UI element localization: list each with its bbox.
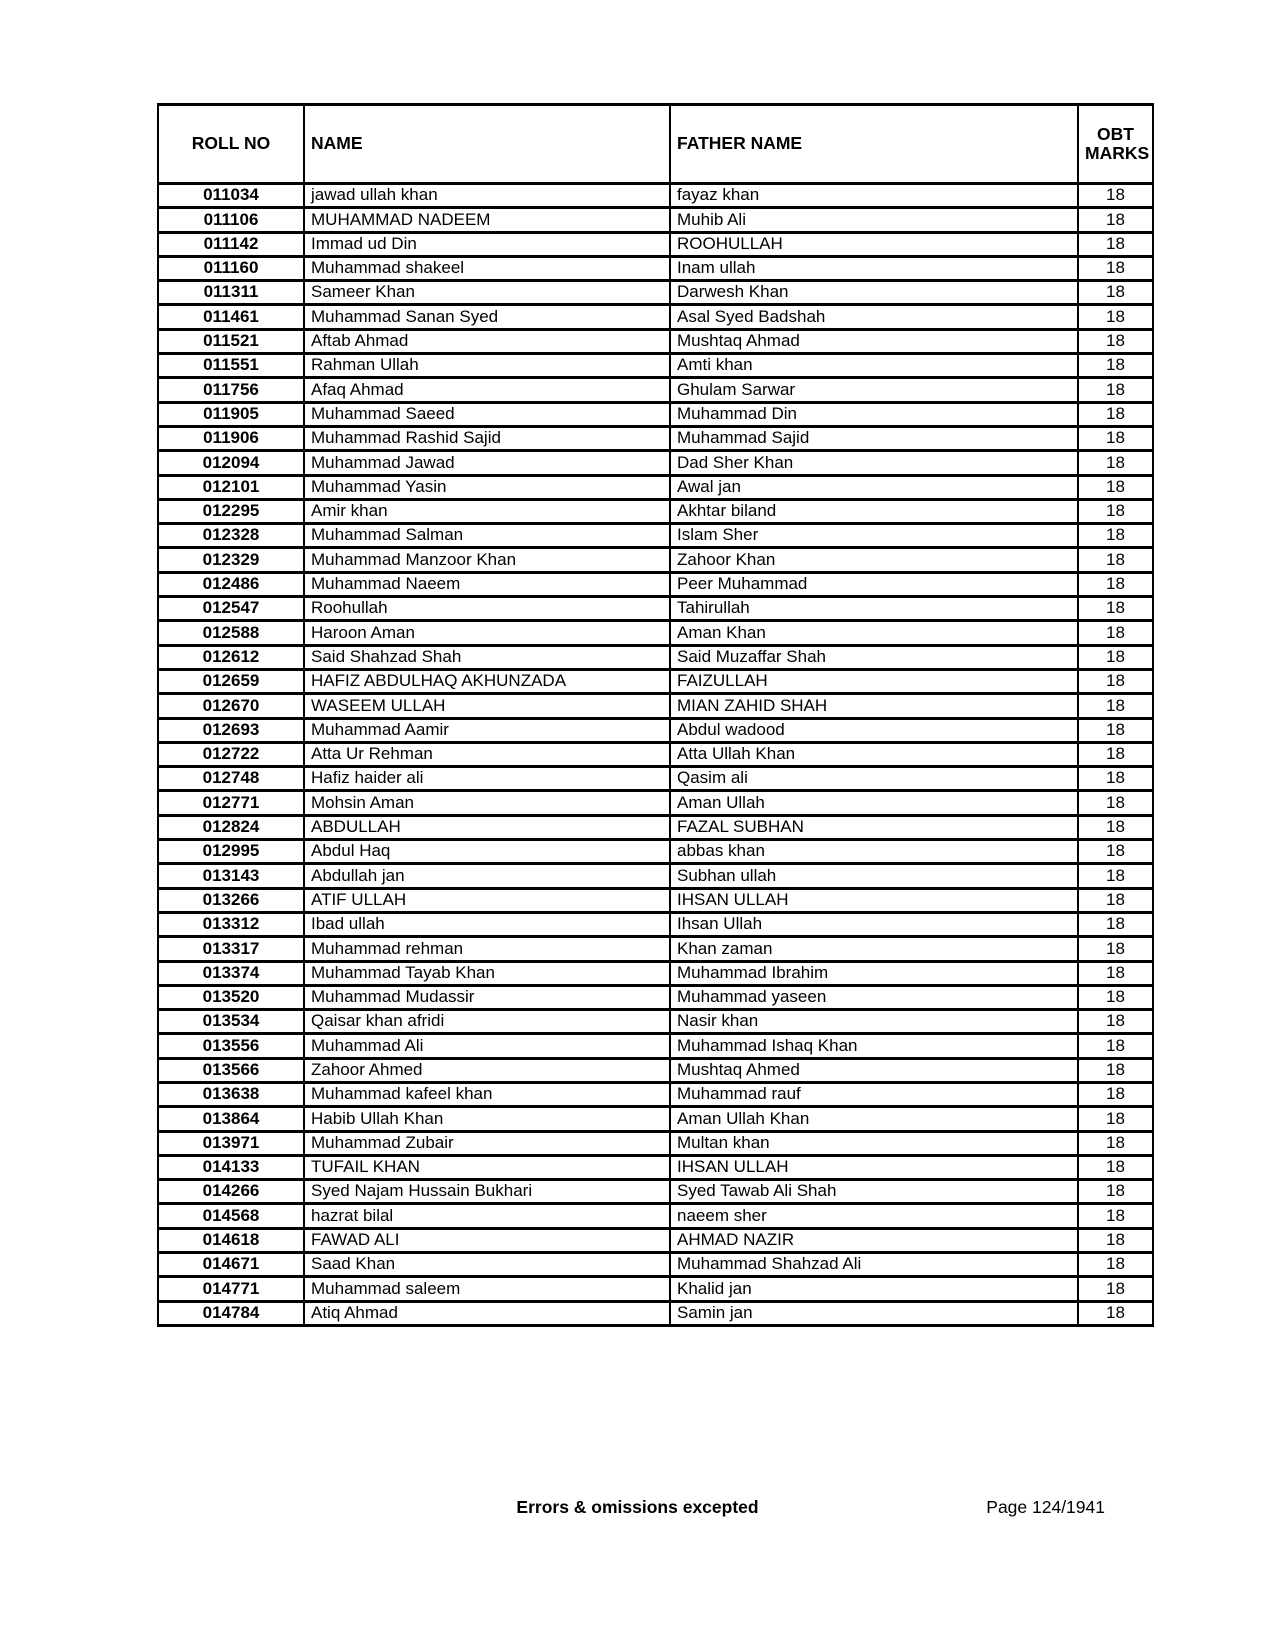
roll-no-cell: 012328 [158,524,304,548]
table-row [158,815,1153,839]
roll-no-cell: 012547 [158,597,304,621]
header-row [158,105,1153,184]
father-name-cell: Zahoor Khan [670,548,1078,572]
table-row [158,864,1153,888]
marks-cell: 18 [1078,597,1153,621]
father-name-cell: Aman Ullah [670,791,1078,815]
name-cell: Rahman Ullah [304,354,670,378]
name-cell: Qaisar khan afridi [304,1010,670,1034]
marks-cell: 18 [1078,669,1153,693]
name-cell: Sameer Khan [304,281,670,305]
roll-no-cell: 012101 [158,475,304,499]
table-row [158,402,1153,426]
table-row [158,451,1153,475]
table-row [158,645,1153,669]
roll-no-cell: 011160 [158,256,304,280]
name-cell: hazrat bilal [304,1204,670,1228]
roll-no-cell: 011142 [158,232,304,256]
table-row [158,232,1153,256]
marks-cell: 18 [1078,208,1153,232]
roll-no-cell: 011461 [158,305,304,329]
roll-no-cell: 012588 [158,621,304,645]
marks-cell: 18 [1078,548,1153,572]
father-name-cell: Muhammad yaseen [670,985,1078,1009]
name-cell: Muhammad rehman [304,937,670,961]
name-cell: WASEEM ULLAH [304,694,670,718]
marks-cell: 18 [1078,1253,1153,1277]
marks-cell: 18 [1078,742,1153,766]
roll-no-cell: 014568 [158,1204,304,1228]
marks-cell: 18 [1078,354,1153,378]
name-cell: Muhammad Tayab Khan [304,961,670,985]
roll-no-cell: 012824 [158,815,304,839]
name-cell: Muhammad Sanan Syed [304,305,670,329]
marks-cell: 18 [1078,1034,1153,1058]
results-table-body [158,184,1153,1326]
marks-cell: 18 [1078,694,1153,718]
header-obt-marks: OBT MARKS [1078,105,1153,184]
name-cell: Muhammad saleem [304,1277,670,1301]
page-number: Page 124/1941 [986,1497,1105,1517]
father-name-cell: FAZAL SUBHAN [670,815,1078,839]
marks-cell: 18 [1078,1010,1153,1034]
table-row [158,1228,1153,1252]
name-cell: Muhammad Manzoor Khan [304,548,670,572]
marks-cell: 18 [1078,305,1153,329]
roll-no-cell: 011906 [158,426,304,450]
roll-no-cell: 011106 [158,208,304,232]
roll-no-cell: 013374 [158,961,304,985]
roll-no-cell: 013143 [158,864,304,888]
roll-no-cell: 012295 [158,499,304,523]
marks-cell: 18 [1078,402,1153,426]
name-cell: Amir khan [304,499,670,523]
table-row [158,1131,1153,1155]
name-cell: Muhammad Zubair [304,1131,670,1155]
name-cell: ABDULLAH [304,815,670,839]
father-name-cell: Amti khan [670,354,1078,378]
table-row [158,1034,1153,1058]
father-name-cell: Mushtaq Ahmad [670,329,1078,353]
father-name-cell: fayaz khan [670,184,1078,208]
father-name-cell: Peer Muhammad [670,572,1078,596]
father-name-cell: Dad Sher Khan [670,451,1078,475]
roll-no-cell: 014618 [158,1228,304,1252]
marks-cell: 18 [1078,864,1153,888]
marks-cell: 18 [1078,985,1153,1009]
table-row [158,597,1153,621]
roll-no-cell: 013312 [158,912,304,936]
marks-cell: 18 [1078,1131,1153,1155]
table-row [158,1180,1153,1204]
name-cell: MUHAMMAD NADEEM [304,208,670,232]
marks-cell: 18 [1078,961,1153,985]
name-cell: Abdul Haq [304,840,670,864]
name-cell: Ibad ullah [304,912,670,936]
table-row [158,208,1153,232]
roll-no-cell: 013864 [158,1107,304,1131]
father-name-cell: Khalid jan [670,1277,1078,1301]
table-row [158,475,1153,499]
father-name-cell: Aman Khan [670,621,1078,645]
roll-no-cell: 012771 [158,791,304,815]
marks-cell: 18 [1078,767,1153,791]
table-row [158,1204,1153,1228]
name-cell: Said Shahzad Shah [304,645,670,669]
roll-no-cell: 014784 [158,1301,304,1325]
table-row [158,524,1153,548]
roll-no-cell: 013638 [158,1082,304,1106]
results-table [157,103,1154,1327]
table-row [158,888,1153,912]
roll-no-cell: 013566 [158,1058,304,1082]
name-cell: Saad Khan [304,1253,670,1277]
roll-no-cell: 012722 [158,742,304,766]
father-name-cell: Inam ullah [670,256,1078,280]
table-row [158,1277,1153,1301]
father-name-cell: Khan zaman [670,937,1078,961]
marks-cell: 18 [1078,1082,1153,1106]
marks-cell: 18 [1078,256,1153,280]
father-name-cell: Multan khan [670,1131,1078,1155]
header-name: NAME [304,105,670,184]
marks-cell: 18 [1078,1301,1153,1325]
roll-no-cell: 011756 [158,378,304,402]
header-father-name: FATHER NAME [670,105,1078,184]
roll-no-cell: 011311 [158,281,304,305]
roll-no-cell: 013534 [158,1010,304,1034]
name-cell: Muhammad Saeed [304,402,670,426]
marks-cell: 18 [1078,840,1153,864]
name-cell: Zahoor Ahmed [304,1058,670,1082]
marks-cell: 18 [1078,791,1153,815]
table-row [158,694,1153,718]
roll-no-cell: 011905 [158,402,304,426]
table-row [158,718,1153,742]
table-row [158,1107,1153,1131]
roll-no-cell: 013317 [158,937,304,961]
father-name-cell: Asal Syed Badshah [670,305,1078,329]
father-name-cell: abbas khan [670,840,1078,864]
father-name-cell: Awal jan [670,475,1078,499]
table-row [158,1301,1153,1325]
father-name-cell: Akhtar biland [670,499,1078,523]
father-name-cell: Muhammad Din [670,402,1078,426]
father-name-cell: Muhammad Ishaq Khan [670,1034,1078,1058]
father-name-cell: AHMAD NAZIR [670,1228,1078,1252]
roll-no-cell: 012995 [158,840,304,864]
table-row [158,1253,1153,1277]
father-name-cell: Muhammad Sajid [670,426,1078,450]
father-name-cell: Abdul wadood [670,718,1078,742]
marks-cell: 18 [1078,426,1153,450]
roll-no-cell: 014771 [158,1277,304,1301]
name-cell: Hafiz haider ali [304,767,670,791]
father-name-cell: Ihsan Ullah [670,912,1078,936]
table-row [158,961,1153,985]
name-cell: Muhammad kafeel khan [304,1082,670,1106]
name-cell: Afaq Ahmad [304,378,670,402]
table-row [158,426,1153,450]
father-name-cell: FAIZULLAH [670,669,1078,693]
roll-no-cell: 011551 [158,354,304,378]
name-cell: Muhammad Naeem [304,572,670,596]
marks-cell: 18 [1078,232,1153,256]
roll-no-cell: 014133 [158,1155,304,1179]
roll-no-cell: 014671 [158,1253,304,1277]
table-row [158,669,1153,693]
father-name-cell: MIAN ZAHID SHAH [670,694,1078,718]
roll-no-cell: 012670 [158,694,304,718]
marks-cell: 18 [1078,451,1153,475]
name-cell: Atiq Ahmad [304,1301,670,1325]
table-row [158,354,1153,378]
father-name-cell: Syed Tawab Ali Shah [670,1180,1078,1204]
marks-cell: 18 [1078,937,1153,961]
roll-no-cell: 012094 [158,451,304,475]
father-name-cell: Muhammad Shahzad Ali [670,1253,1078,1277]
name-cell: Mohsin Aman [304,791,670,815]
roll-no-cell: 011521 [158,329,304,353]
father-name-cell: Mushtaq Ahmed [670,1058,1078,1082]
name-cell: Haroon Aman [304,621,670,645]
name-cell: Muhammad Salman [304,524,670,548]
name-cell: Immad ud Din [304,232,670,256]
name-cell: HAFIZ ABDULHAQ AKHUNZADA [304,669,670,693]
name-cell: Muhammad Mudassir [304,985,670,1009]
roll-no-cell: 012329 [158,548,304,572]
results-table-header [158,105,1153,184]
name-cell: jawad ullah khan [304,184,670,208]
father-name-cell: Atta Ullah Khan [670,742,1078,766]
table-row [158,621,1153,645]
father-name-cell: Muhammad Ibrahim [670,961,1078,985]
marks-cell: 18 [1078,184,1153,208]
name-cell: Muhammad Jawad [304,451,670,475]
marks-cell: 18 [1078,815,1153,839]
father-name-cell: IHSAN ULLAH [670,1155,1078,1179]
table-row [158,548,1153,572]
name-cell: Muhammad Rashid Sajid [304,426,670,450]
marks-cell: 18 [1078,281,1153,305]
roll-no-cell: 011034 [158,184,304,208]
father-name-cell: naeem sher [670,1204,1078,1228]
father-name-cell: Nasir khan [670,1010,1078,1034]
table-row [158,742,1153,766]
marks-cell: 18 [1078,718,1153,742]
marks-cell: 18 [1078,1155,1153,1179]
father-name-cell: Samin jan [670,1301,1078,1325]
marks-cell: 18 [1078,1180,1153,1204]
roll-no-cell: 013556 [158,1034,304,1058]
roll-no-cell: 013520 [158,985,304,1009]
name-cell: Atta Ur Rehman [304,742,670,766]
table-row [158,791,1153,815]
table-row [158,256,1153,280]
marks-cell: 18 [1078,1228,1153,1252]
marks-cell: 18 [1078,378,1153,402]
roll-no-cell: 012693 [158,718,304,742]
father-name-cell: Islam Sher [670,524,1078,548]
roll-no-cell: 013971 [158,1131,304,1155]
marks-cell: 18 [1078,524,1153,548]
marks-cell: 18 [1078,1107,1153,1131]
father-name-cell: Said Muzaffar Shah [670,645,1078,669]
table-row [158,767,1153,791]
table-row [158,184,1153,208]
father-name-cell: Muhammad rauf [670,1082,1078,1106]
name-cell: Aftab Ahmad [304,329,670,353]
table-row [158,937,1153,961]
roll-no-cell: 013266 [158,888,304,912]
table-row [158,1058,1153,1082]
table-row [158,499,1153,523]
table-row [158,378,1153,402]
name-cell: TUFAIL KHAN [304,1155,670,1179]
name-cell: ATIF ULLAH [304,888,670,912]
roll-no-cell: 014266 [158,1180,304,1204]
marks-cell: 18 [1078,1058,1153,1082]
header-roll-no: ROLL NO [158,105,304,184]
father-name-cell: ROOHULLAH [670,232,1078,256]
father-name-cell: Subhan ullah [670,864,1078,888]
name-cell: FAWAD ALI [304,1228,670,1252]
roll-no-cell: 012748 [158,767,304,791]
father-name-cell: Ghulam Sarwar [670,378,1078,402]
roll-no-cell: 012659 [158,669,304,693]
table-row [158,985,1153,1009]
father-name-cell: Tahirullah [670,597,1078,621]
table-row [158,840,1153,864]
father-name-cell: Muhib Ali [670,208,1078,232]
marks-cell: 18 [1078,1277,1153,1301]
name-cell: Muhammad Aamir [304,718,670,742]
marks-cell: 18 [1078,329,1153,353]
name-cell: Roohullah [304,597,670,621]
marks-cell: 18 [1078,1204,1153,1228]
roll-no-cell: 012486 [158,572,304,596]
footer-note: Errors & omissions excepted [516,1497,759,1517]
name-cell: Muhammad Yasin [304,475,670,499]
table-row [158,1155,1153,1179]
marks-cell: 18 [1078,499,1153,523]
father-name-cell: IHSAN ULLAH [670,888,1078,912]
name-cell: Abdullah jan [304,864,670,888]
table-row [158,572,1153,596]
marks-cell: 18 [1078,888,1153,912]
father-name-cell: Qasim ali [670,767,1078,791]
table-row [158,281,1153,305]
father-name-cell: Darwesh Khan [670,281,1078,305]
name-cell: Muhammad Ali [304,1034,670,1058]
marks-cell: 18 [1078,621,1153,645]
roll-no-cell: 012612 [158,645,304,669]
name-cell: Habib Ullah Khan [304,1107,670,1131]
marks-cell: 18 [1078,572,1153,596]
table-row [158,912,1153,936]
table-row [158,305,1153,329]
marks-cell: 18 [1078,645,1153,669]
name-cell: Syed Najam Hussain Bukhari [304,1180,670,1204]
table-row [158,329,1153,353]
father-name-cell: Aman Ullah Khan [670,1107,1078,1131]
table-row [158,1082,1153,1106]
marks-cell: 18 [1078,912,1153,936]
marks-cell: 18 [1078,475,1153,499]
table-row [158,1010,1153,1034]
name-cell: Muhammad shakeel [304,256,670,280]
